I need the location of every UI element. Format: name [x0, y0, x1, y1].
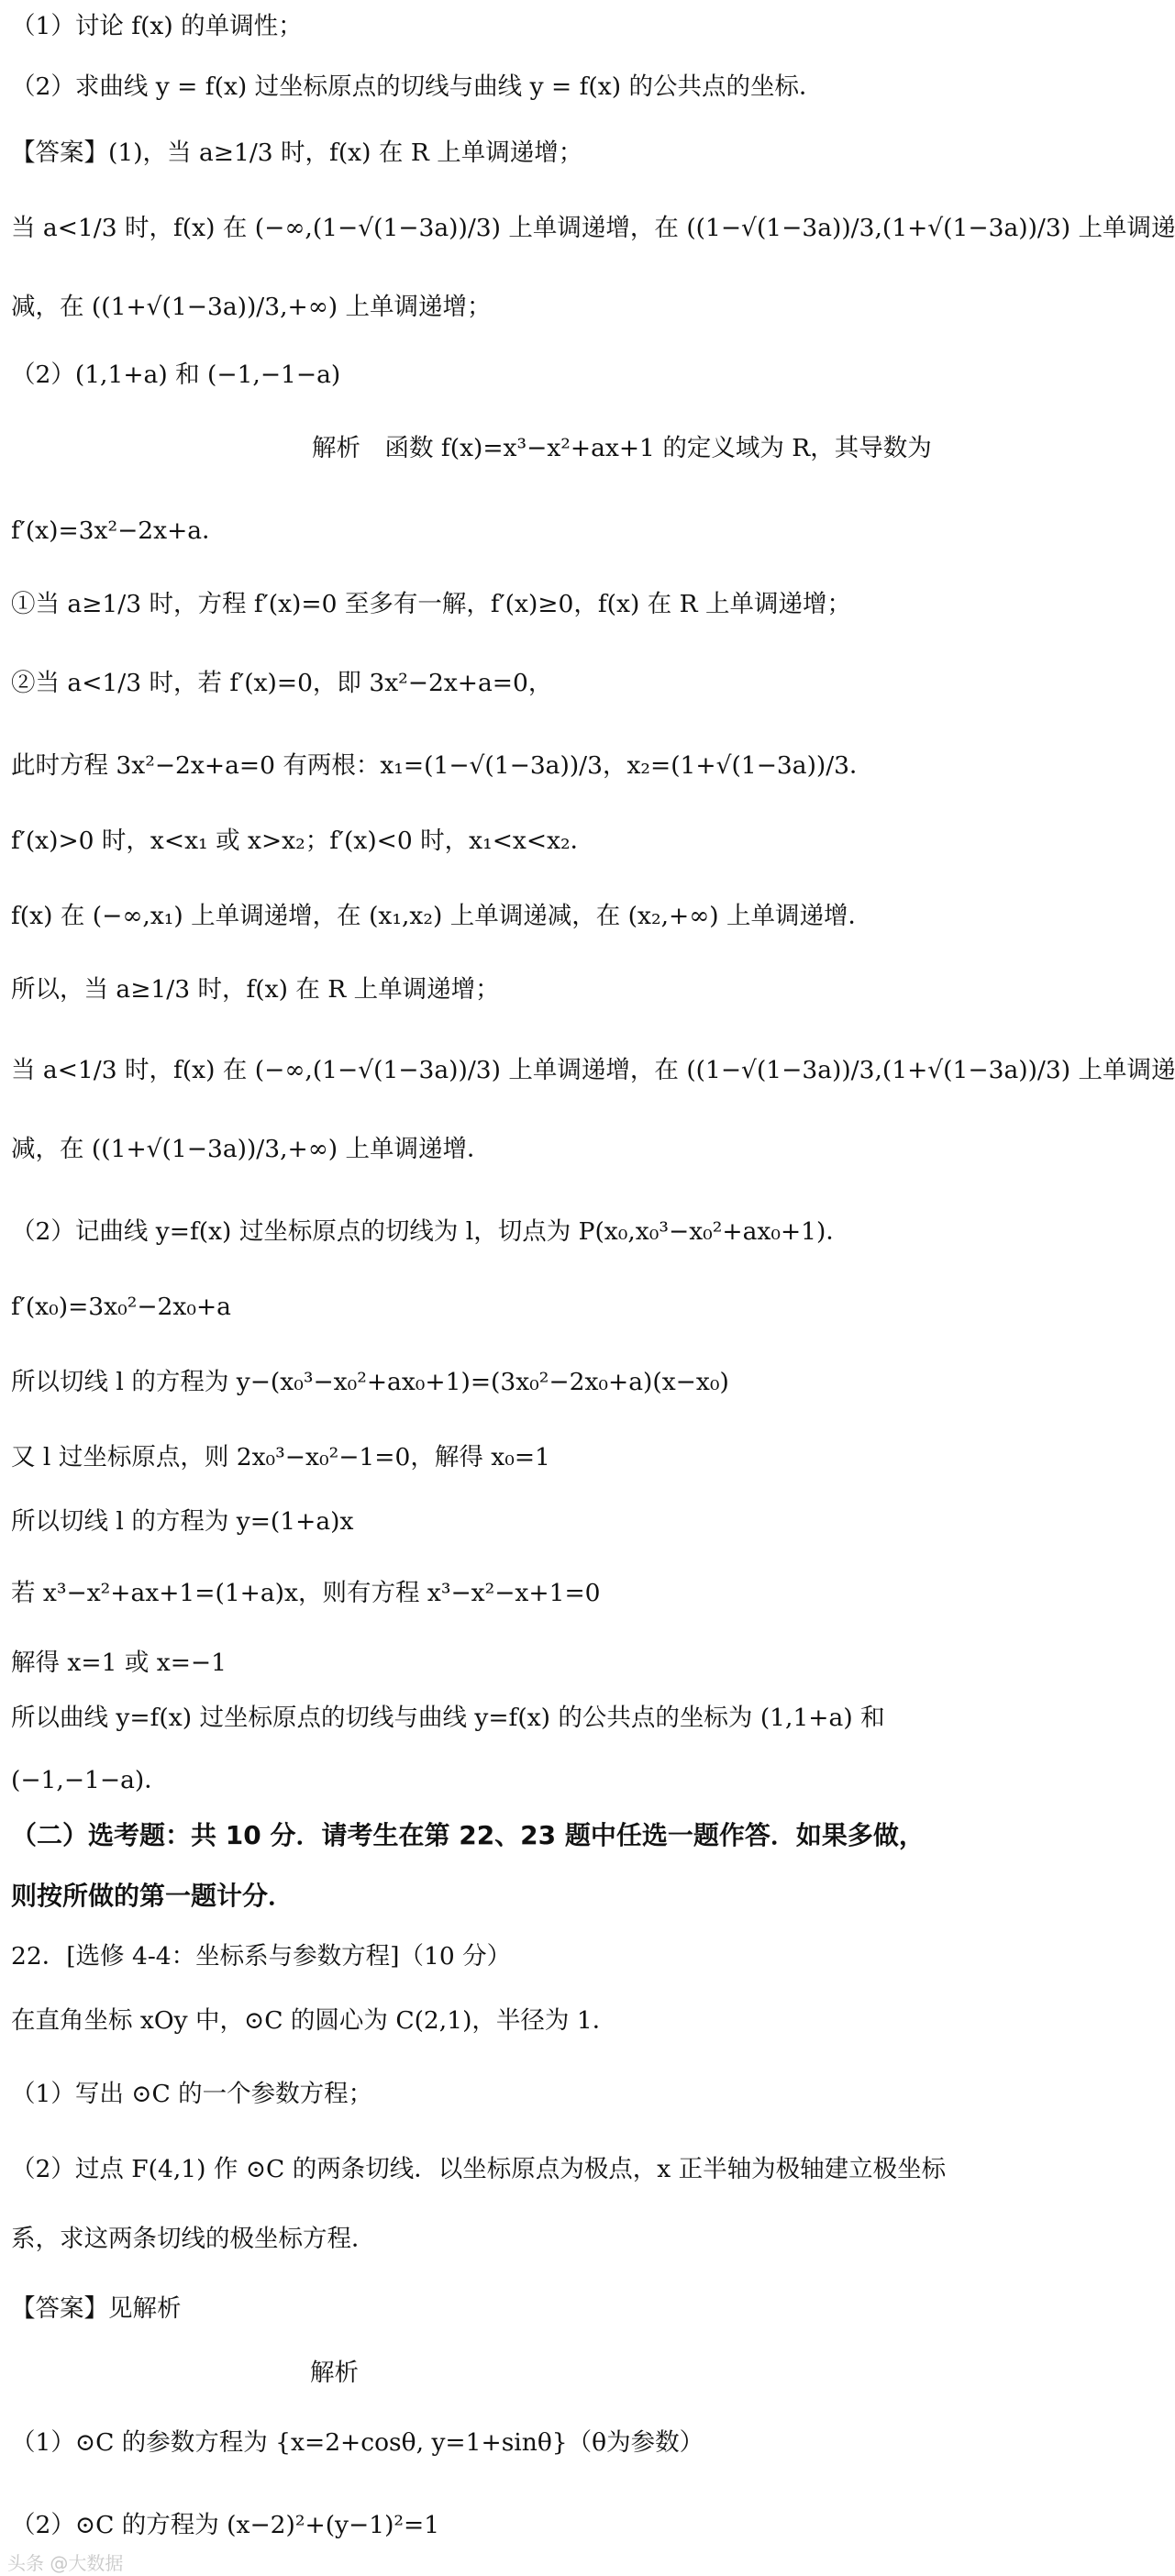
parametric-equation: （1）⊙C 的参数方程为 {x=2+cosθ, y=1+sinθ}（θ为参数） — [11, 2428, 704, 2457]
derivative-line: f′(x)=3x²−2x+a． — [11, 516, 227, 545]
problem-22-title: 22．[选修 4-4：坐标系与参数方程]（10 分） — [11, 1942, 512, 1971]
answer-line-2: 当 a<1/3 时，f(x) 在 (−∞,(1−√(1−3a))/3) 上单调递增，在 ((1−√(1−3a))/3,(1+√(1−3a))/3) 上单调递 — [11, 214, 1175, 242]
answer-line-4: （2）(1,1+a) 和 (−1,−1−a) — [11, 361, 341, 389]
case-1-line: ①当 a≥1/3 时，方程 f′(x)=0 至多有一解，f′(x)≥0，f(x) 在 R 上单调递增； — [11, 590, 852, 618]
watermark: 头条 @大数据 — [7, 2552, 124, 2574]
section-heading-1: （二）选考题：共 10 分．请考生在第 22、23 题中任选一题作答．如果多做， — [11, 1820, 925, 1850]
problem-22-analysis-label: 解析 — [310, 2359, 359, 2387]
question-part2: （2）求曲线 y = f(x) 过坐标原点的切线与曲线 y = f(x) 的公共点的坐标． — [11, 72, 824, 101]
answer-line-1: 【答案】(1)，当 a≥1/3 时，f(x) 在 R 上单调递增； — [11, 139, 583, 167]
sign-line: f′(x)>0 时，x<x₁ 或 x>x₂；f′(x)<0 时，x₁<x<x₂． — [11, 827, 595, 855]
origin-condition: 又 l 过坐标原点，则 2x₀³−x₀²−1=0，解得 x₀=1 — [11, 1443, 550, 1471]
intersection-equation: 若 x³−x²+ax+1=(1+a)x，则有方程 x³−x²−x+1=0 — [11, 1579, 601, 1607]
tangent-result: 所以切线 l 的方程为 y=(1+a)x — [11, 1507, 354, 1536]
monotonic-line: f(x) 在 (−∞,x₁) 上单调递增，在 (x₁,x₂) 上单调递减，在 (x₂,+∞) 上单调递增． — [11, 902, 873, 930]
problem-22-answer: 【答案】见解析 — [11, 2294, 182, 2323]
section-heading-2: 则按所做的第一题计分． — [11, 1881, 294, 1911]
conclusion-line-2: (−1,−1−a)． — [11, 1766, 169, 1794]
case-2-line: ②当 a<1/3 时，若 f′(x)=0，即 3x²−2x+a=0， — [11, 669, 553, 697]
problem-22-part2-line2: 系，求这两条切线的极坐标方程． — [11, 2225, 376, 2253]
summary-line-1: 所以，当 a≥1/3 时，f(x) 在 R 上单调递增； — [11, 975, 500, 1004]
conclusion-line-1: 所以曲线 y=f(x) 过坐标原点的切线与曲线 y=f(x) 的公共点的坐标为 (1,1+a) 和 — [11, 1704, 885, 1732]
roots-line: 此时方程 3x²−2x+a=0 有两根：x₁=(1−√(1−3a))/3，x₂=(1+√(1−3a))/3． — [11, 751, 874, 780]
answer-line-3: 减，在 ((1+√(1−3a))/3,+∞) 上单调递增； — [11, 293, 492, 321]
analysis-intro: 解析 函数 f(x)=x³−x²+ax+1 的定义域为 R，其导数为 — [312, 434, 932, 462]
slope-line: f′(x₀)=3x₀²−2x₀+a — [11, 1293, 231, 1321]
problem-22-stem: 在直角坐标 xOy 中，⊙C 的圆心为 C(2,1)，半径为 1． — [11, 2006, 617, 2035]
tangent-intro: （2）记曲线 y=f(x) 过坐标原点的切线为 l，切点为 P(x₀,x₀³−x₀²+ax₀+1)． — [11, 1217, 850, 1246]
tangent-equation: 所以切线 l 的方程为 y−(x₀³−x₀²+ax₀+1)=(3x₀²−2x₀+a)(x−x₀) — [11, 1368, 729, 1396]
summary-line-3: 减，在 ((1+√(1−3a))/3,+∞) 上单调递增． — [11, 1135, 492, 1163]
circle-equation: （2）⊙C 的方程为 (x−2)²+(y−1)²=1 — [11, 2511, 440, 2539]
problem-22-part2-line1: （2）过点 F(4,1) 作 ⊙C 的两条切线．以坐标原点为极点，x 正半轴为极轴建立极坐标 — [11, 2155, 947, 2183]
summary-line-2: 当 a<1/3 时，f(x) 在 (−∞,(1−√(1−3a))/3) 上单调递增，在 ((1−√(1−3a))/3,(1+√(1−3a))/3) 上单调递 — [11, 1056, 1175, 1084]
question-part1: （1）讨论 f(x) 的单调性； — [11, 12, 303, 40]
problem-22-part1: （1）写出 ⊙C 的一个参数方程； — [11, 2080, 373, 2108]
roots-result: 解得 x=1 或 x=−1 — [11, 1649, 227, 1677]
